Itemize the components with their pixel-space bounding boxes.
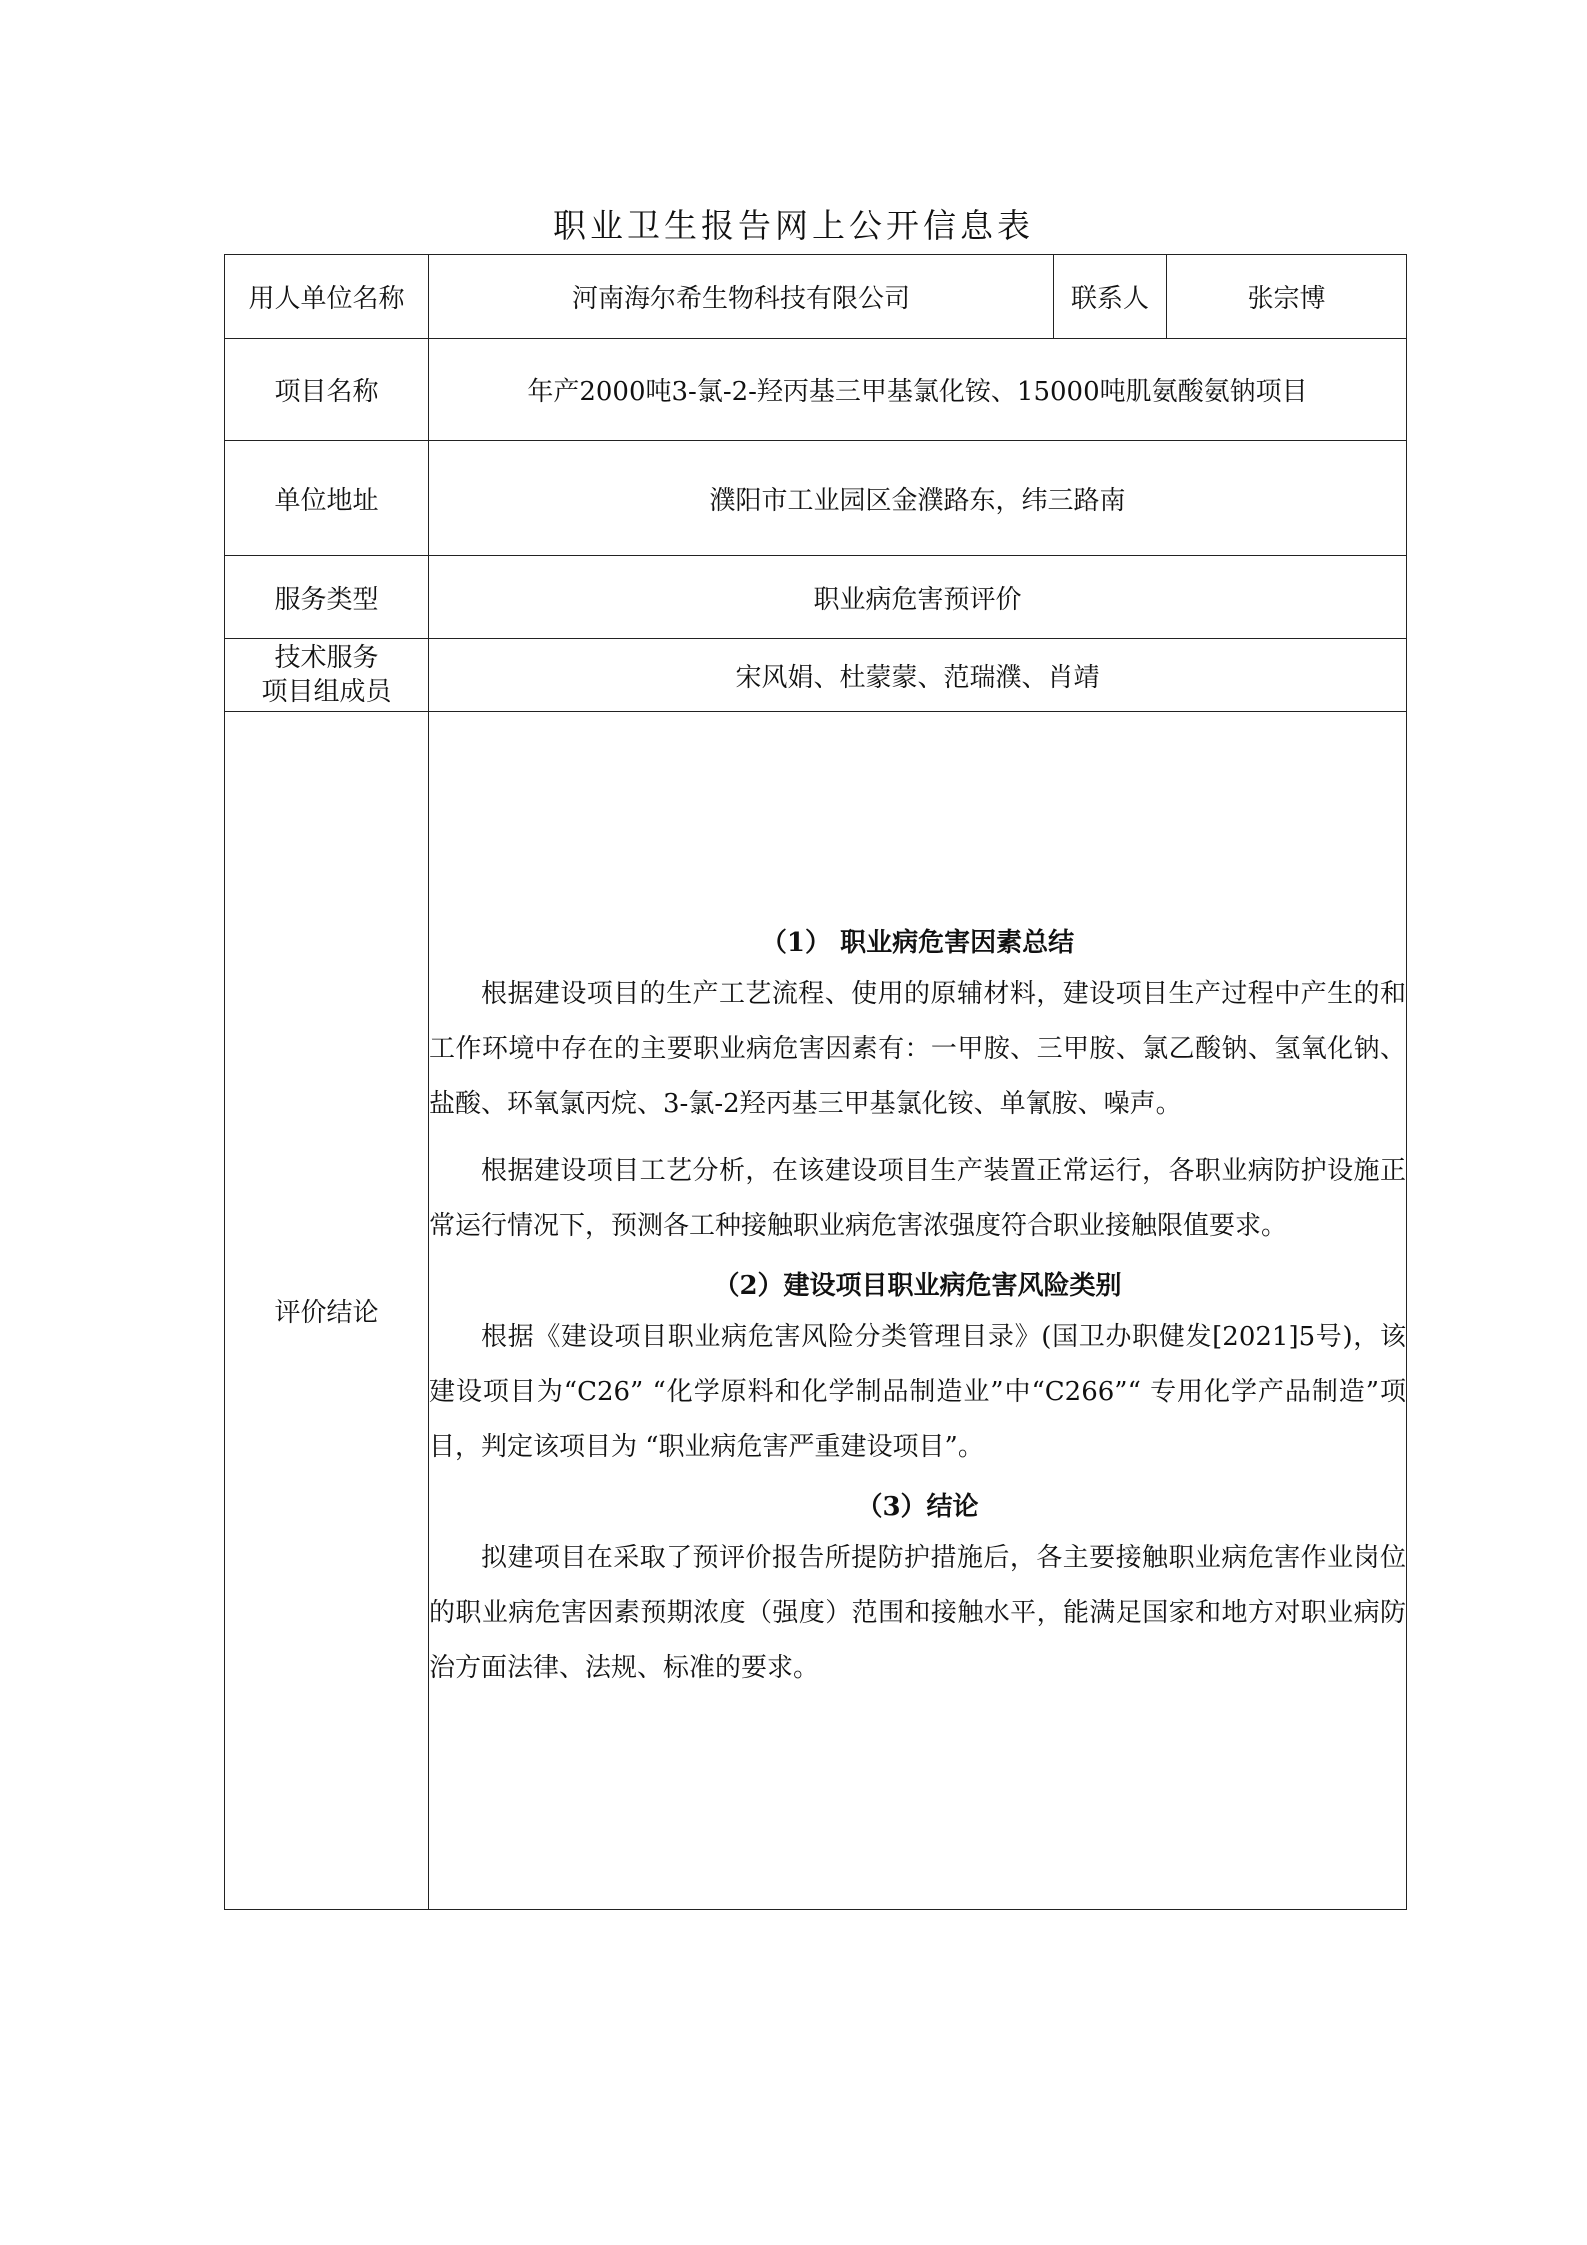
table-row-address bbox=[225, 441, 1407, 556]
section-3-title: （3）结论 bbox=[856, 1492, 979, 1522]
employer-value: 河南海尔希生物科技有限公司 bbox=[429, 255, 1054, 339]
section-1-title: （1） 职业病危害因素总结 bbox=[760, 928, 1075, 958]
contact-label: 联系人 bbox=[1054, 255, 1167, 339]
section-2-paragraph-1: 根据《建设项目职业病危害风险分类管理目录》(国卫办职健发[2021]5号)，该建设项目为“C26” “化学原料和化学制品制造业”中“C266”“ 专用化学产品制造”项目，判定该项目为 “职业病危害严重建设项目”。 bbox=[429, 1322, 1406, 1462]
section-3-paragraph-1: 拟建项目在采取了预评价报告所提防护措施后，各主要接触职业病危害作业岗位的职业病危害因素预期浓度（强度）范围和接触水平，能满足国家和地方对职业病防治方面法律、法规、标准的要求。 bbox=[429, 1543, 1406, 1683]
conclusion-label: 评价结论 bbox=[225, 712, 429, 1910]
team-label-line2: 项目组成员 bbox=[261, 677, 392, 707]
page-title: 职业卫生报告网上公开信息表 bbox=[553, 206, 1034, 245]
team-label bbox=[225, 639, 429, 712]
address-label: 单位地址 bbox=[225, 441, 429, 556]
info-table bbox=[224, 254, 1407, 1910]
team-value: 宋风娟、杜蒙蒙、范瑞濮、肖靖 bbox=[429, 639, 1407, 712]
section-1-paragraph-2: 根据建设项目工艺分析，在该建设项目生产装置正常运行，各职业病防护设施正常运行情况下，预测各工种接触职业病危害浓强度符合职业接触限值要求。 bbox=[429, 1156, 1406, 1241]
table-row-conclusion bbox=[225, 712, 1407, 1910]
team-label-line1: 技术服务 bbox=[274, 643, 379, 673]
address-value: 濮阳市工业园区金濮路东，纬三路南 bbox=[429, 441, 1407, 556]
contact-value: 张宗博 bbox=[1167, 255, 1407, 339]
project-value: 年产2000吨3-氯-2-羟丙基三甲基氯化铵、15000吨肌氨酸氨钠项目 bbox=[429, 339, 1407, 441]
section-2-title: （2）建设项目职业病危害风险类别 bbox=[713, 1271, 1122, 1301]
table-row-employer bbox=[225, 255, 1407, 339]
employer-label: 用人单位名称 bbox=[225, 255, 429, 339]
table-row-service bbox=[225, 556, 1407, 639]
project-label: 项目名称 bbox=[225, 339, 429, 441]
section-1-paragraph-1: 根据建设项目的生产工艺流程、使用的原辅材料，建设项目生产过程中产生的和工作环境中存在的主要职业病危害因素有：一甲胺、三甲胺、氯乙酸钠、氢氧化钠、盐酸、环氧氯丙烷、3-氯-2羟丙基三甲基氯化铵、单氰胺、噪声。 bbox=[429, 979, 1406, 1119]
table-row-project bbox=[225, 339, 1407, 441]
service-value: 职业病危害预评价 bbox=[429, 556, 1407, 639]
table-row-team bbox=[225, 639, 1407, 712]
conclusion-body bbox=[429, 712, 1407, 1910]
service-label: 服务类型 bbox=[225, 556, 429, 639]
